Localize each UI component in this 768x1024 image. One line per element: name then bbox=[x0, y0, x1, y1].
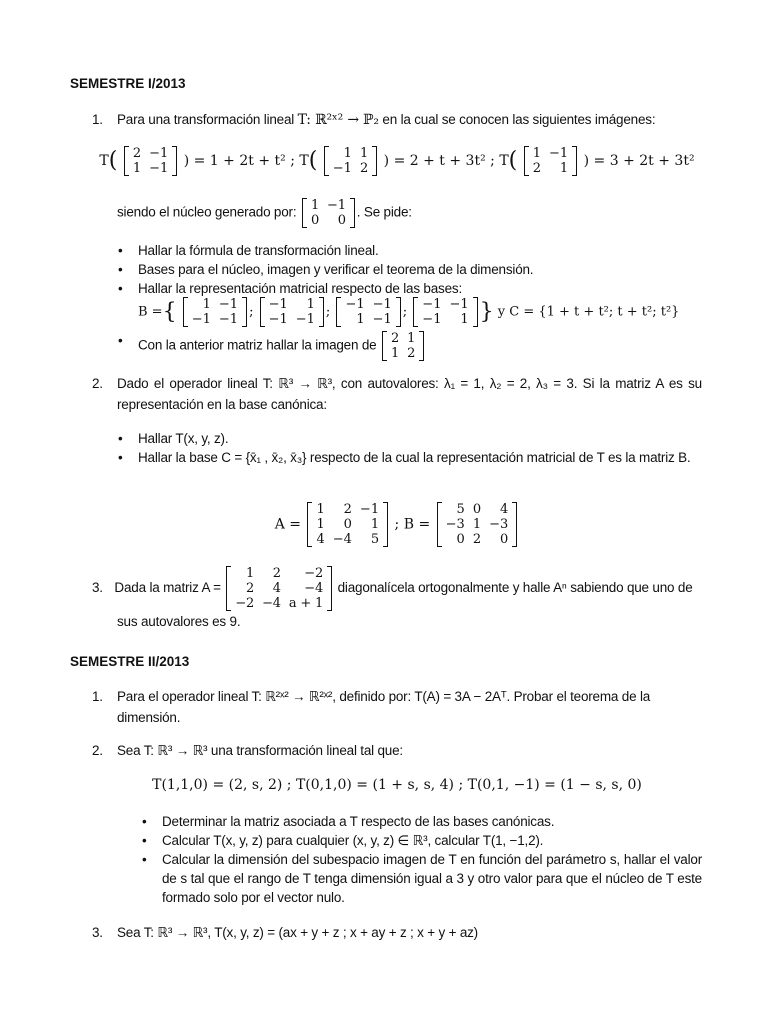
bullet-text: Con la anterior matriz hallar la imagen de bbox=[138, 337, 377, 353]
matrix-entry: 0 bbox=[337, 213, 346, 228]
bullet: • Hallar la fórmula de transformación lineal. bbox=[118, 243, 379, 258]
matrix-entry: 0 bbox=[310, 213, 320, 228]
problem-text: Dado el operador lineal T: ℝ³ → ℝ³, con autovalores: λ₁ = 1, λ₂ = 2, λ₃ = 3. Si la matriz A es su representación en la base canónica: bbox=[117, 376, 702, 412]
problem-number: 3. bbox=[92, 925, 103, 940]
problem-number: 1. bbox=[92, 689, 103, 704]
bullet-text: Determinar la matriz asociada a T respecto de las bases canónicas. bbox=[162, 814, 555, 829]
matrix-entry: 4 bbox=[316, 532, 325, 547]
problem-text: Dada la matriz A = bbox=[114, 580, 221, 596]
matrix-entry: 1 bbox=[460, 312, 469, 327]
matrix-entry: −1 bbox=[191, 312, 211, 327]
matrix-entry: −1 bbox=[149, 161, 169, 176]
kernel-end: . Se pide: bbox=[356, 204, 412, 220]
bullet-text: Hallar la representación matricial respecto de las bases: bbox=[138, 281, 463, 296]
matrix-entry: −2 bbox=[304, 566, 324, 581]
matrix-entry: 1 bbox=[310, 198, 320, 213]
problem-number: 3. bbox=[92, 580, 103, 596]
matrix bbox=[183, 297, 247, 327]
matrix-entry: 1 bbox=[532, 146, 541, 161]
matrix bbox=[260, 297, 324, 327]
matrix-entry: 2 bbox=[132, 146, 142, 161]
matrix-A bbox=[307, 502, 388, 547]
matrix-grid bbox=[442, 502, 513, 547]
matrix-entry: 1 bbox=[472, 517, 482, 532]
matrix-entry: 2 bbox=[272, 566, 281, 581]
eq-part: T bbox=[99, 153, 109, 169]
transformation-equation: T(1,1,0) = (2, s, 2) ; T(0,1,0) = (1 + s, s, 4) ; T(0,1, −1) = (1 − s, s, 0) bbox=[152, 777, 642, 793]
eq-part: ; B = bbox=[394, 516, 431, 533]
problem-text-2: en la cual se conocen las siguientes imágenes: bbox=[382, 112, 656, 127]
bullet: • Hallar T(x, y, z). bbox=[118, 431, 229, 446]
problem-text: Para el operador lineal T: ℝ²ˣ² → ℝ²ˣ², definido por: T(A) = 3A − 2Aᵀ. Probar el teorema de la dimensión. bbox=[117, 689, 651, 725]
matrix-entry: 0 bbox=[456, 532, 465, 547]
problem-text: Para una transformación lineal bbox=[117, 112, 295, 127]
matrix-entry: 1 bbox=[391, 346, 400, 361]
matrix-entry: 2 bbox=[407, 346, 416, 361]
matrix-entry: −1 bbox=[295, 312, 315, 327]
matrix-entry: −1 bbox=[268, 312, 288, 327]
bullet: • Hallar la representación matricial respecto de las bases: bbox=[118, 281, 463, 296]
matrix-entry: −2 bbox=[235, 596, 255, 611]
matrix-entry: 2 bbox=[391, 331, 400, 346]
matrix-entry: −1 bbox=[149, 146, 169, 161]
eq-part: ) = 3 + 2t + 3t² bbox=[583, 153, 695, 169]
section-heading-sem1: SEMESTRE I/2013 bbox=[70, 76, 186, 91]
bullet: • Bases para el núcleo, imagen y verificar el teorema de la dimensión. bbox=[118, 262, 534, 277]
matrix-entry: −1 bbox=[218, 312, 239, 327]
matrix-entry: −1 bbox=[422, 312, 442, 327]
matrix-entry: 2 bbox=[246, 581, 255, 596]
matrix-entry: 1 bbox=[132, 161, 142, 176]
bullet: • Hallar la base C = {x̄₁ , x̄₂, x̄₃} respecto de la cual la representación matricial de T es la matriz B. bbox=[118, 450, 691, 465]
matrix-B bbox=[437, 502, 518, 547]
matrix-entry: −1 bbox=[332, 161, 352, 176]
kernel-line bbox=[117, 198, 412, 228]
matrix-entry: 1 bbox=[559, 161, 569, 176]
matrix-entry: −3 bbox=[445, 517, 465, 532]
bullet-text: Hallar la base C = {x̄₁ , x̄₂, x̄₃} respecto de la cual la representación matricial de T es la matriz B. bbox=[138, 450, 691, 465]
images-equation: T( 2 −1 1 −1 ) = 1 + 2t + t² ; T( 1 1 −1 2 ) = 2 + t + 3t² ; T( 1 −1 2 1 ) = 3 + 2t + 3t² bbox=[99, 146, 695, 176]
eq-part: A = bbox=[274, 516, 302, 533]
matrix-entry: 1 bbox=[370, 517, 380, 532]
bullet: • Calcular T(x, y, z) para cualquier (x, y, z) ∈ ℝ³, calcular T(1, −1,2). bbox=[142, 833, 544, 848]
matrix bbox=[124, 146, 177, 176]
matrix-grid bbox=[307, 198, 350, 228]
matrix-entry: 5 bbox=[456, 502, 465, 517]
matrix-entry: 2 bbox=[532, 161, 541, 176]
matrix-entry: 0 bbox=[499, 532, 509, 547]
matrix bbox=[524, 146, 577, 176]
matrix-entry: 1 bbox=[359, 146, 369, 161]
problem-3-sem1 bbox=[92, 566, 712, 611]
matrix-entry: 0 bbox=[472, 502, 482, 517]
matrix-grid bbox=[418, 297, 472, 327]
bullet: • Con la anterior matriz hallar la imagen de 2 1 1 2 bbox=[138, 331, 702, 361]
matrix-entry: 1 bbox=[306, 297, 315, 312]
matrix-entry: −1 bbox=[268, 297, 288, 312]
matrix bbox=[324, 146, 377, 176]
matrix-entry: −4 bbox=[304, 581, 324, 596]
section-heading-sem2: SEMESTRE II/2013 bbox=[70, 654, 190, 669]
matrices-A-B bbox=[92, 502, 702, 547]
matrix bbox=[302, 198, 355, 228]
matrix-entry: −1 bbox=[327, 198, 346, 213]
matrix-entry: −1 bbox=[359, 502, 380, 517]
problem-number: 1. bbox=[92, 112, 103, 127]
matrix-entry: 4 bbox=[499, 502, 509, 517]
problem-text: Sea T: ℝ³ → ℝ³ una transformación lineal tal que: bbox=[117, 743, 403, 758]
bases-line: B ={ 1 −1 −1 −1 ; −1 1 −1 −1 ; −1 −1 1 −1 ; −1 −1 −1 1 } y C = {1 + t + t²; t + t²; t²} bbox=[138, 297, 680, 327]
matrix bbox=[382, 331, 424, 361]
matrix-entry: −1 bbox=[449, 297, 469, 312]
math-map: T: ℝ²ˣ² → ℙ₂ bbox=[297, 112, 379, 128]
matrix-grid bbox=[265, 297, 319, 327]
matrix-entry: 2 bbox=[343, 502, 352, 517]
matrix-entry: −1 bbox=[218, 297, 239, 312]
matrix-entry: −1 bbox=[422, 297, 442, 312]
problem-number: 2. bbox=[92, 743, 103, 758]
matrix bbox=[226, 566, 332, 611]
eq-part: B = bbox=[138, 304, 163, 320]
matrix-grid bbox=[387, 331, 419, 361]
problem-3-sem1-cont: sus autovalores es 9. bbox=[117, 614, 241, 629]
matrix-entry: 0 bbox=[343, 517, 352, 532]
matrix-grid bbox=[188, 297, 242, 327]
matrix-entry: 1 bbox=[356, 312, 365, 327]
bullet-text: Calcular la dimensión del subespacio imagen de T en función del parámetro s, hallar el valor de s tal que el rango de T tenga dimensión igual a 3 y otro valor para que el núcleo de T este formado solo por el vector nulo. bbox=[162, 852, 702, 905]
matrix-entry: −4 bbox=[332, 532, 352, 547]
eq-part: ) = 1 + 2t + t² ; T bbox=[183, 153, 309, 169]
matrix-entry: 4 bbox=[272, 581, 281, 596]
matrix-entry: 5 bbox=[370, 532, 380, 547]
matrix-entry: 1 bbox=[343, 146, 352, 161]
matrix bbox=[336, 297, 400, 327]
matrix-grid bbox=[329, 146, 372, 176]
matrix-entry: 1 bbox=[407, 331, 416, 346]
matrix-entry: −4 bbox=[262, 596, 281, 611]
matrix-entry: −1 bbox=[372, 312, 392, 327]
bullet-text: Hallar T(x, y, z). bbox=[138, 431, 229, 446]
matrix-grid bbox=[129, 146, 172, 176]
matrix-entry: −1 bbox=[372, 297, 392, 312]
matrix-grid bbox=[529, 146, 572, 176]
bullet: • Calcular la dimensión del subespacio imagen de T en función del parámetro s, hallar el valor de s tal que el rango de T tenga dimensión igual a 3 y otro valor para que el núcleo de T este formado solo por el vector nulo. bbox=[142, 852, 702, 905]
matrix-grid bbox=[341, 297, 395, 327]
eq-part: ) = 2 + t + 3t² ; T bbox=[383, 153, 509, 169]
problem-number: 2. bbox=[92, 376, 103, 391]
matrix-entry: −1 bbox=[549, 146, 569, 161]
bullet-text: Hallar la fórmula de transformación lineal. bbox=[138, 243, 379, 258]
problem-text-2: diagonalícela ortogonalmente y halle Aⁿ sabiendo que uno de bbox=[337, 580, 693, 596]
kernel-text: siendo el núcleo generado por: bbox=[117, 204, 297, 220]
matrix-entry: a + 1 bbox=[288, 596, 324, 611]
eq-part: y C = {1 + t + t²; t + t²; t²} bbox=[497, 304, 680, 320]
matrix-grid bbox=[312, 502, 383, 547]
matrix-entry: −3 bbox=[489, 517, 509, 532]
matrix-entry: 2 bbox=[472, 532, 482, 547]
bullet-text: Bases para el núcleo, imagen y verificar el teorema de la dimensión. bbox=[138, 262, 534, 277]
matrix-entry: 1 bbox=[316, 502, 325, 517]
bullet: • Determinar la matriz asociada a T respecto de las bases canónicas. bbox=[142, 814, 555, 829]
matrix bbox=[413, 297, 477, 327]
problem-text: Sea T: ℝ³ → ℝ³, T(x, y, z) = (ax + y + z ; x + ay + z ; x + y + az) bbox=[117, 925, 478, 940]
matrix-entry: 1 bbox=[202, 297, 211, 312]
matrix-grid bbox=[231, 566, 327, 611]
matrix-entry: −1 bbox=[345, 297, 365, 312]
matrix-entry: 1 bbox=[316, 517, 325, 532]
matrix-entry: 1 bbox=[246, 566, 255, 581]
bullet-text: Calcular T(x, y, z) para cualquier (x, y, z) ∈ ℝ³, calcular T(1, −1,2). bbox=[162, 833, 544, 848]
matrix-entry: 2 bbox=[359, 161, 369, 176]
